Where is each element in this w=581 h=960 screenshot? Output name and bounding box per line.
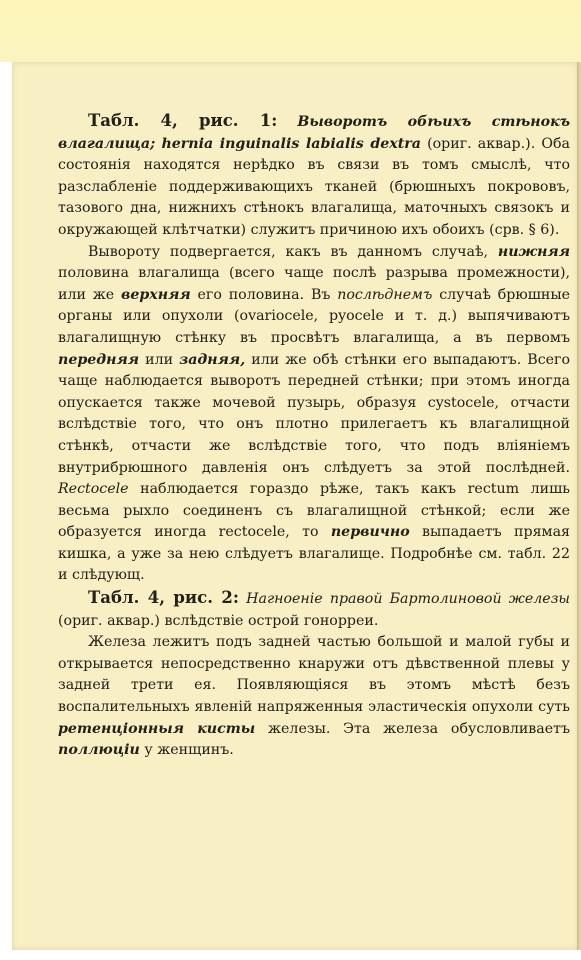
scan-top-band xyxy=(0,0,581,62)
emphasis-text: передняя xyxy=(58,351,140,368)
text-run: или же обѣ стѣнки его выпадаютъ. Всего чаще наблюдается выворотъ передней стѣнки; при этомъ иногда опускается также мочевой пузырь, образуя cystocele, отчасти вслѣдствіе того, что онъ плотно прилегаетъ къ влагалищной стѣнкѣ, отчасти же вслѣдствіе того, что подъ вліяніемъ внутрибрюшного давленія онъ слѣдуетъ за этой послѣдней. xyxy=(58,351,571,476)
text-run: его половина. Въ xyxy=(197,286,331,303)
paragraph-text: Оба состоянія находятся нерѣдко въ связи въ томъ смыслѣ, что разслабленіе поддерживающихъ тканей (брюшныхъ покрововъ, тазового дна, нижнихъ стѣнокъ влагалища, маточныхъ связокъ и окружающей клѣтчатки) служитъ причиною ихъ обоихъ (срв. § 6). xyxy=(58,135,570,238)
text-run: Железа лежитъ подъ задней частью большой и малой губы и открывается непосредственно кнаружи отъ дѣвственной плевы у задней трети ея. Появляющіяся въ этомъ мѣстѣ безъ воспалительныхъ явленій напряженныя эластическія опухоли суть xyxy=(58,634,570,716)
section-heading: Табл. 4, рис. 1: xyxy=(88,111,278,130)
text-run: у женщинъ. xyxy=(144,742,234,759)
scan-bottom-band xyxy=(0,950,581,960)
section-fig2-paragraph-1 xyxy=(58,632,570,762)
emphasis-text: задняя, xyxy=(179,351,246,368)
section-title: Выворотъ обѣихъ стѣнокъ влагалища; xyxy=(58,114,571,152)
latin-term: hernia inguinalis labialis dextra xyxy=(161,135,421,152)
text-run: случаѣ брюшные органы или опухоли (ovariocele, pyocele и т. д.) выпячиваютъ влагалищную стѣнку въ просвѣтъ влагалища, а въ первомъ xyxy=(58,286,571,346)
title-note: (ориг. аквар.). xyxy=(427,135,536,152)
emphasis-text: ретенціонныя кисты xyxy=(58,720,256,737)
page-text xyxy=(58,110,570,762)
page-edge xyxy=(577,62,581,950)
emphasis-text: верхняя xyxy=(121,286,191,303)
emphasis-text: послѣднемъ xyxy=(337,286,433,303)
text-run: выпадаетъ прямая кишка, а уже за нею слѣдуетъ влагалище. Подробнѣе см. табл. 22 и слѣдующ. xyxy=(58,524,570,584)
title-note: (ориг. аквар.) вслѣдствіе острой гонорреи. xyxy=(58,612,379,629)
section-heading: Табл. 4, рис. 2: xyxy=(88,588,239,608)
section-fig2-heading-paragraph xyxy=(58,587,570,632)
section-fig1-paragraph-2 xyxy=(58,242,570,588)
emphasis-text: нижняя xyxy=(497,243,570,260)
section-title: Нагноеніе правой Бартолиновой железы xyxy=(246,591,570,608)
emphasis-text: первично xyxy=(330,524,410,541)
section-fig1-heading-paragraph xyxy=(58,110,570,242)
text-run: наблюдается гораздо рѣже, такъ какъ rectum лишь весьма рыхло соединенъ съ влагалищной стѣнкой; если же образуется иногда rectocele, то xyxy=(58,481,571,541)
emphasis-text: поллюціи xyxy=(58,742,140,759)
text-run: Вывороту подвергается, какъ въ данномъ случаѣ, xyxy=(88,243,489,260)
text-run: железы. Эта железа обусловливаетъ xyxy=(267,720,571,737)
text-run: или xyxy=(145,351,174,368)
text-run: половина влагалища (всего чаще послѣ разрыва промежности), или же xyxy=(58,265,570,303)
emphasis-text: Rectocele xyxy=(58,481,129,498)
